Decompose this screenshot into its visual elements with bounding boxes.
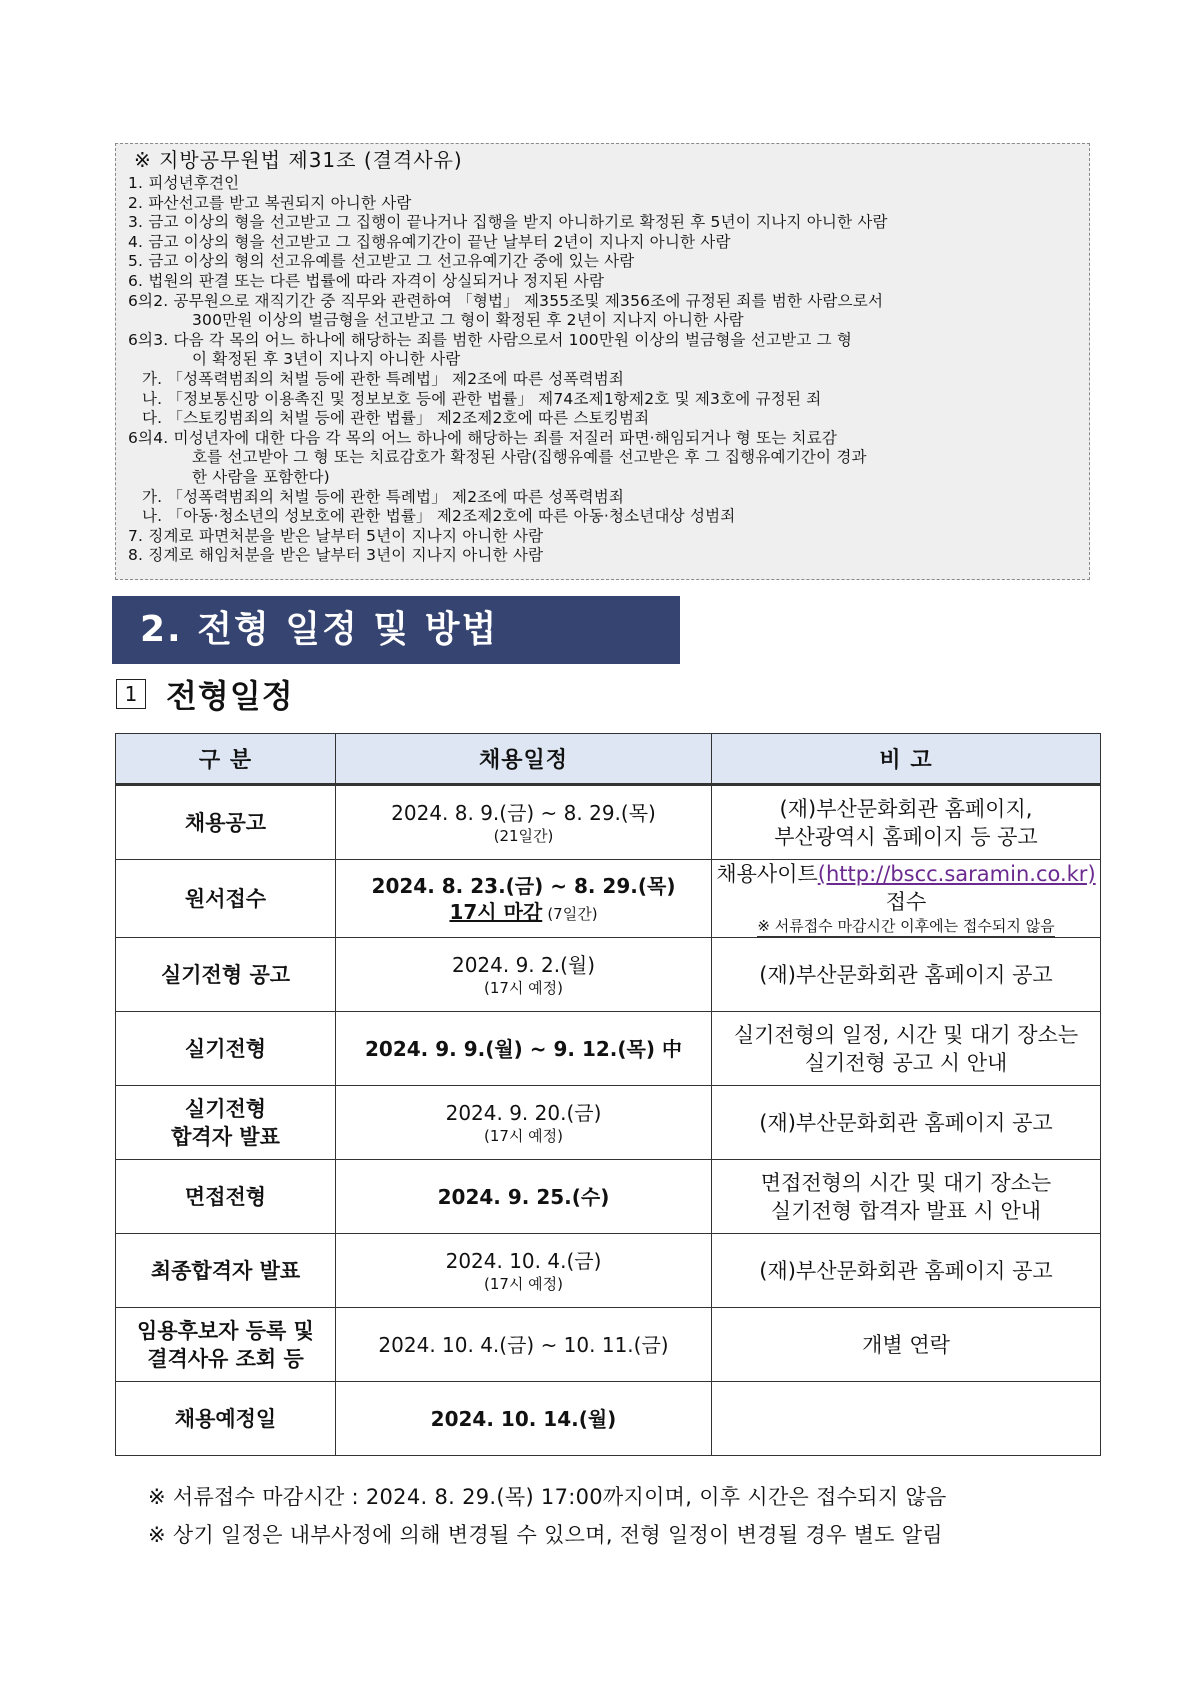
remarks-line: (재)부산문화회관 홈페이지 공고 xyxy=(759,1258,1053,1283)
row-date xyxy=(336,1308,712,1382)
notice-line: 가. 「성폭력범죄의 처벌 등에 관한 특례법」 제2조에 따른 성폭력범죄 xyxy=(142,487,625,506)
remarks-line: 실기전형 공고 시 안내 xyxy=(804,1050,1008,1075)
table-row xyxy=(116,1234,1101,1308)
date-main: 2024. 10. 4.(금) ~ 10. 11.(금) xyxy=(378,1332,669,1357)
date-main: 2024. 9. 20.(금) xyxy=(445,1100,602,1125)
site-label: 채용사이트 xyxy=(716,862,818,886)
schedule-table xyxy=(115,733,1101,1456)
table-row xyxy=(116,1086,1101,1160)
remarks-line xyxy=(716,860,1096,916)
date-sub: (17시 예정) xyxy=(483,978,564,997)
row-date xyxy=(336,1160,712,1234)
notice-line: 이 확정된 후 3년이 지나지 아니한 사람 xyxy=(192,350,461,369)
row-remarks xyxy=(712,1382,1101,1456)
table-row xyxy=(116,938,1101,1012)
date-sub: (17시 예정) xyxy=(483,1274,564,1293)
recruit-site-link[interactable]: (http://bscc.saramin.co.kr) xyxy=(817,862,1096,886)
date-deadline xyxy=(340,899,707,925)
row-date xyxy=(336,785,712,860)
date-main: 2024. 8. 9.(금) ~ 8. 29.(목) xyxy=(391,800,656,825)
row-category xyxy=(116,1086,336,1160)
notice-line: 나. 「아동·청소년의 성보호에 관한 법률」 제2조제2호에 따른 아동·청소년대상 성범죄 xyxy=(142,507,736,526)
disqualification-notice-box xyxy=(115,143,1090,580)
row-category: 실기전형 공고 xyxy=(116,938,336,1012)
row-remarks xyxy=(712,1012,1101,1086)
row-date xyxy=(336,1086,712,1160)
row-remarks xyxy=(712,1234,1101,1308)
notice-line: 5. 금고 이상의 형의 선고유예를 선고받고 그 선고유예기간 중에 있는 사람 xyxy=(128,252,635,271)
table-row xyxy=(116,860,1101,938)
notice-line: 1. 피성년후견인 xyxy=(128,174,240,192)
date-sub: (17시 예정) xyxy=(483,1126,564,1145)
table-row xyxy=(116,1382,1101,1456)
notice-line: 2. 파산선고를 받고 복권되지 아니한 사람 xyxy=(128,193,412,212)
date-main: 2024. 10. 14.(월) xyxy=(430,1406,617,1431)
row-remarks xyxy=(712,938,1101,1012)
row-category: 채용공고 xyxy=(116,785,336,860)
row-category: 원서접수 xyxy=(116,860,336,938)
date-sub: (7일간) xyxy=(547,904,598,923)
remarks-line: (재)부산문화회관 홈페이지 공고 xyxy=(759,962,1053,987)
row-category: 면접전형 xyxy=(116,1160,336,1234)
subsection-number: 1 xyxy=(116,679,146,709)
row-category: 실기전형 xyxy=(116,1012,336,1086)
row-date xyxy=(336,1382,712,1456)
header-schedule: 채용일정 xyxy=(336,734,712,785)
date-main: 2024. 9. 9.(월) ~ 9. 12.(목) 中 xyxy=(365,1036,682,1061)
row-category: 채용예정일 xyxy=(116,1382,336,1456)
notice-title: ※ 지방공무원법 제31조 (결격사유) xyxy=(134,148,463,172)
table-row xyxy=(116,785,1101,860)
remarks-line: 실기전형의 일정, 시간 및 대기 장소는 xyxy=(733,1022,1079,1047)
table-row xyxy=(116,1160,1101,1234)
site-suffix: 접수 xyxy=(885,890,927,914)
row-remarks xyxy=(712,1160,1101,1234)
deadline-time: 17시 마감 xyxy=(449,899,543,924)
notice-line: 다. 「스토킹범죄의 처벌 등에 관한 법률」 제2조제2호에 따른 스토킹범죄 xyxy=(142,409,650,428)
table-row xyxy=(116,1012,1101,1086)
date-main: 2024. 9. 2.(월) xyxy=(451,952,596,977)
notice-line: 3. 금고 이상의 형을 선고받고 그 집행이 끝나거나 집행을 받지 아니하기로 확정된 후 5년이 지나지 아니한 사람 xyxy=(128,213,888,232)
remarks-line: 실기전형 합격자 발표 시 안내 xyxy=(770,1198,1042,1223)
date-sub: (21일간) xyxy=(493,826,554,845)
notice-line: 나. 「정보통신망 이용촉진 및 정보보호 등에 관한 법률」 제74조제1항제2호 및 제3호에 규정된 죄 xyxy=(142,389,822,408)
date-main: 2024. 10. 4.(금) xyxy=(445,1248,602,1273)
notice-line: 8. 징계로 해임처분을 받은 날부터 3년이 지나지 아니한 사람 xyxy=(128,546,544,565)
row-date xyxy=(336,1234,712,1308)
subsection-title: 전형일정 xyxy=(166,677,294,715)
footnote: ※ 서류접수 마감시간 : 2024. 8. 29.(목) 17:00까지이며, 이후 시간은 접수되지 않음 xyxy=(148,1485,947,1509)
notice-line: 6의3. 다음 각 목의 어느 하나에 해당하는 죄를 범한 사람으로서 100만원 이상의 벌금형을 선고받고 그 형 xyxy=(128,330,853,349)
remarks-line: (재)부산문화회관 홈페이지, xyxy=(779,796,1033,821)
header-category: 구 분 xyxy=(116,734,336,785)
notice-line: 호를 선고받아 그 형 또는 치료감호가 확정된 사람(집행유예를 선고받은 후 그 집행유예기간이 경과 xyxy=(192,448,867,467)
remarks-line: 부산광역시 홈페이지 등 공고 xyxy=(774,824,1038,849)
notice-line: 6. 법원의 판결 또는 다른 법률에 따라 자격이 상실되거나 정지된 사람 xyxy=(128,271,605,290)
remarks-line: (재)부산문화회관 홈페이지 공고 xyxy=(759,1110,1053,1135)
category-line: 합격자 발표 xyxy=(171,1124,280,1149)
notice-line: 가. 「성폭력범죄의 처벌 등에 관한 특례법」 제2조에 따른 성폭력범죄 xyxy=(142,369,625,388)
row-remarks xyxy=(712,1308,1101,1382)
notice-line: 6의4. 미성년자에 대한 다음 각 목의 어느 하나에 해당하는 죄를 저질러 파면·해임되거나 형 또는 치료감 xyxy=(128,428,838,447)
notice-line: 300만원 이상의 벌금형을 선고받고 그 형이 확정된 후 2년이 지나지 아니한 사람 xyxy=(192,311,744,330)
row-remarks xyxy=(712,1086,1101,1160)
row-category xyxy=(116,1308,336,1382)
table-header-row xyxy=(116,734,1101,785)
row-date xyxy=(336,860,712,938)
row-remarks xyxy=(712,785,1101,860)
row-category: 최종합격자 발표 xyxy=(116,1234,336,1308)
notice-line: 4. 금고 이상의 형을 선고받고 그 집행유예기간이 끝난 날부터 2년이 지나지 아니한 사람 xyxy=(128,232,731,251)
row-remarks xyxy=(712,860,1101,938)
category-line: 결격사유 조회 등 xyxy=(147,1346,304,1371)
subsection-header xyxy=(116,672,294,716)
header-remarks: 비 고 xyxy=(712,734,1101,785)
notice-line: 7. 징계로 파면처분을 받은 날부터 5년이 지나지 아니한 사람 xyxy=(128,526,544,545)
table-row xyxy=(116,1308,1101,1382)
deadline-notice: ※ 서류접수 마감시간 이후에는 접수되지 않음 xyxy=(757,917,1055,935)
remarks-line: 개별 연락 xyxy=(862,1332,950,1357)
date-main: 2024. 8. 23.(금) ~ 8. 29.(목) xyxy=(371,873,676,898)
row-date xyxy=(336,938,712,1012)
date-main: 2024. 9. 25.(수) xyxy=(437,1184,610,1209)
category-line: 임용후보자 등록 및 xyxy=(137,1318,314,1343)
footnote: ※ 상기 일정은 내부사정에 의해 변경될 수 있으며, 전형 일정이 변경될 경우 별도 알림 xyxy=(148,1523,943,1547)
section-header: 2. 전형 일정 및 방법 xyxy=(112,596,680,664)
category-line: 실기전형 xyxy=(184,1096,267,1121)
notice-line: 6의2. 공무원으로 재직기간 중 직무와 관련하여 「형법」 제355조및 제356조에 규정된 죄를 범한 사람으로서 xyxy=(128,291,884,310)
remarks-line: 면접전형의 시간 및 대기 장소는 xyxy=(760,1170,1052,1195)
notice-line: 한 사람을 포함한다) xyxy=(192,467,330,486)
row-date xyxy=(336,1012,712,1086)
